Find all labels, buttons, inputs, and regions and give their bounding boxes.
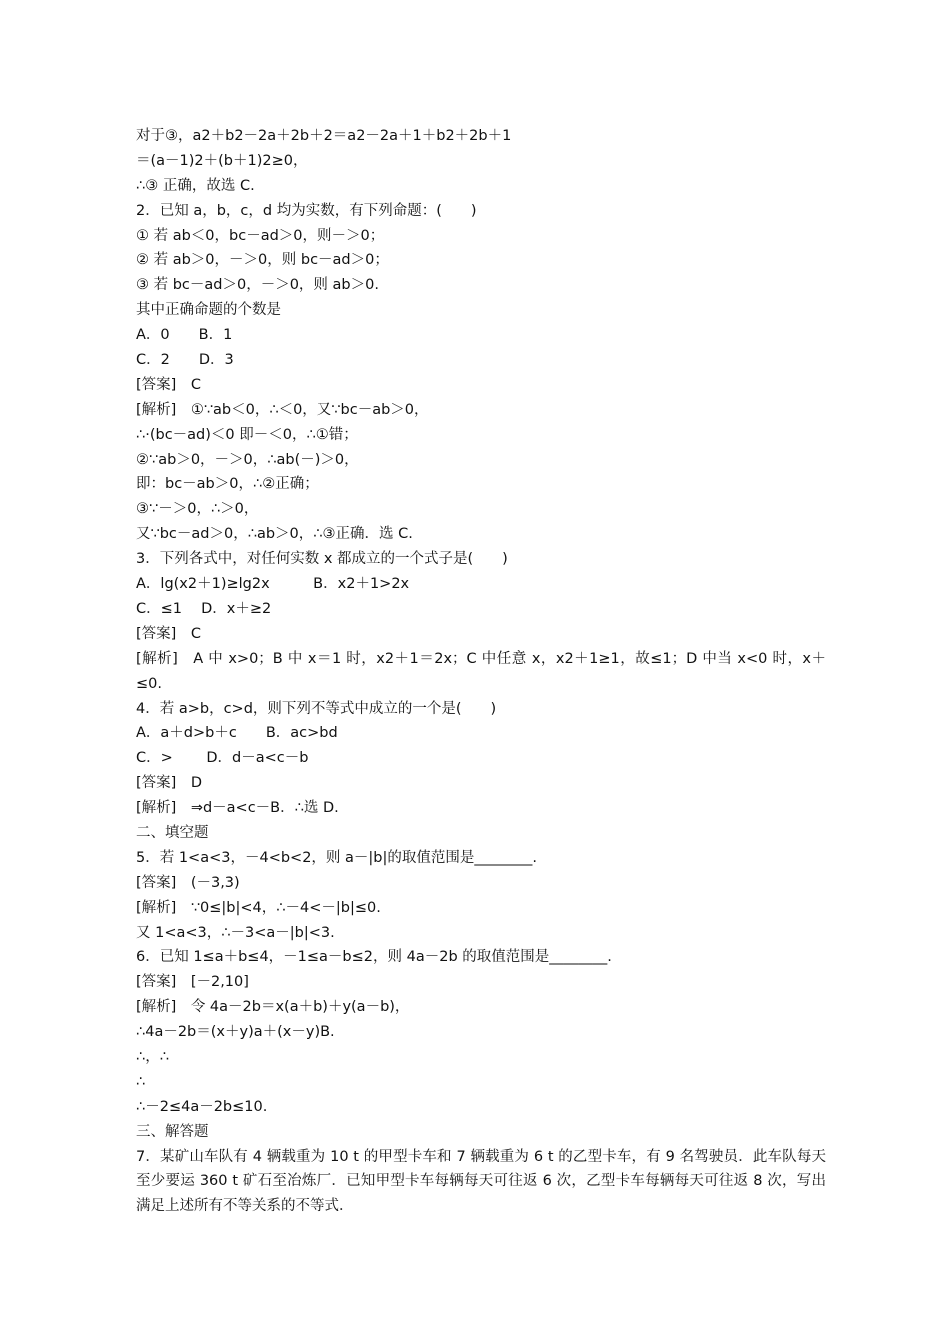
question-6: 6．已知 1≤a＋b≤4，－1≤a－b≤2，则 4a－2b 的取值范围是________.	[136, 949, 612, 966]
option-line: C．> D．d－a<c－b	[136, 750, 309, 767]
answer-line: [答案] [－2,10]	[136, 974, 249, 991]
analysis-line: [解析] 令 4a－2b＝x(a＋b)＋y(a－b)，	[136, 999, 410, 1016]
analysis-line: [解析] ∵0≤|b|<4，∴－4<－|b|≤0.	[136, 899, 381, 916]
text-line: ③∵－＞0，∴＞0，	[136, 501, 259, 518]
analysis-line: [解析] ①∵ab＜0，∴＜0，又∵bc－ab＞0，	[136, 401, 429, 418]
text-line: ∴，∴	[136, 1048, 169, 1065]
text-line: 即：bc－ab＞0，∴②正确；	[136, 476, 319, 493]
answer-line: [答案] C	[136, 625, 201, 642]
analysis-line: [解析] A 中 x>0；B 中 x＝1 时，x2＋1＝2x；C 中任意 x，x2＋1≥1，故≤1；D 中当 x<0 时，x＋≤0.	[136, 650, 826, 692]
text-line: ∴③ 正确，故选 C.	[136, 177, 255, 194]
option-line: C．≤1 D．x＋≥2	[136, 600, 272, 617]
text-line: ②∵ab＞0，－＞0，∴ab(－)＞0，	[136, 451, 359, 468]
answer-line: [答案] D	[136, 775, 202, 792]
text-line: ∴·(bc－ad)＜0 即－＜0，∴①错；	[136, 426, 358, 443]
text-line: 其中正确命题的个数是	[136, 302, 281, 319]
question-5: 5．若 1<a<3，－4<b<2，则 a－|b|的取值范围是________.	[136, 849, 538, 866]
option-line: A．lg(x2＋1)≥lg2x B．x2＋1>2x	[136, 576, 410, 593]
text-line: ∴－2≤4a－2b≤10.	[136, 1098, 268, 1115]
section-heading: 二、填空题	[136, 824, 209, 841]
question-4: 4．若 a>b，c>d，则下列不等式中成立的一个是( )	[136, 700, 497, 717]
answer-line: [答案] (－3,3)	[136, 874, 240, 891]
text-line: 对于③，a2＋b2－2a＋2b＋2＝a2－2a＋1＋b2＋2b＋1	[136, 128, 512, 144]
question-2: 2．已知 a，b，c，d 均为实数，有下列命题：( )	[136, 202, 477, 219]
section-heading: 三、解答题	[136, 1123, 209, 1140]
option-line: C．2 D．3	[136, 352, 234, 369]
question-7: 7．某矿山车队有 4 辆载重为 10 t 的甲型卡车和 7 辆载重为 6 t 的乙型卡车，有 9 名驾驶员．此车队每天至少要运 360 t 矿石至冶炼厂．已知甲型卡车每辆每天可往返 6 次，乙型卡车每辆每天可往返 8 次，写出满足上述所有不等关系的不等式．	[136, 1148, 826, 1215]
text-line: ③ 若 bc－ad＞0，－＞0，则 ab＞0.	[136, 277, 379, 294]
option-line: A．0 B．1	[136, 327, 233, 344]
answer-line: [答案] C	[136, 376, 201, 393]
text-line: ∴4a－2b＝(x＋y)a＋(x－y)B.	[136, 1024, 335, 1041]
question-3: 3．下列各式中，对任何实数 x 都成立的一个式子是( )	[136, 551, 508, 568]
text-line: ∴	[136, 1073, 146, 1090]
text-line: ① 若 ab＜0，bc－ad＞0，则－＞0；	[136, 227, 385, 244]
analysis-line: [解析] ⇒d－a<c－B．∴选 D.	[136, 800, 339, 817]
text-line: 又∵bc－ad＞0，∴ab＞0，∴③正确．选 C.	[136, 526, 413, 543]
document-body	[136, 124, 826, 1219]
text-line: 又 1<a<3，∴－3<a－|b|<3.	[136, 924, 335, 941]
text-line: ＝(a－1)2＋(b＋1)2≥0，	[136, 152, 308, 169]
text-line: ② 若 ab＞0，－＞0，则 bc－ad＞0；	[136, 252, 389, 269]
option-line: A．a＋d>b＋c B．ac>bd	[136, 725, 338, 742]
